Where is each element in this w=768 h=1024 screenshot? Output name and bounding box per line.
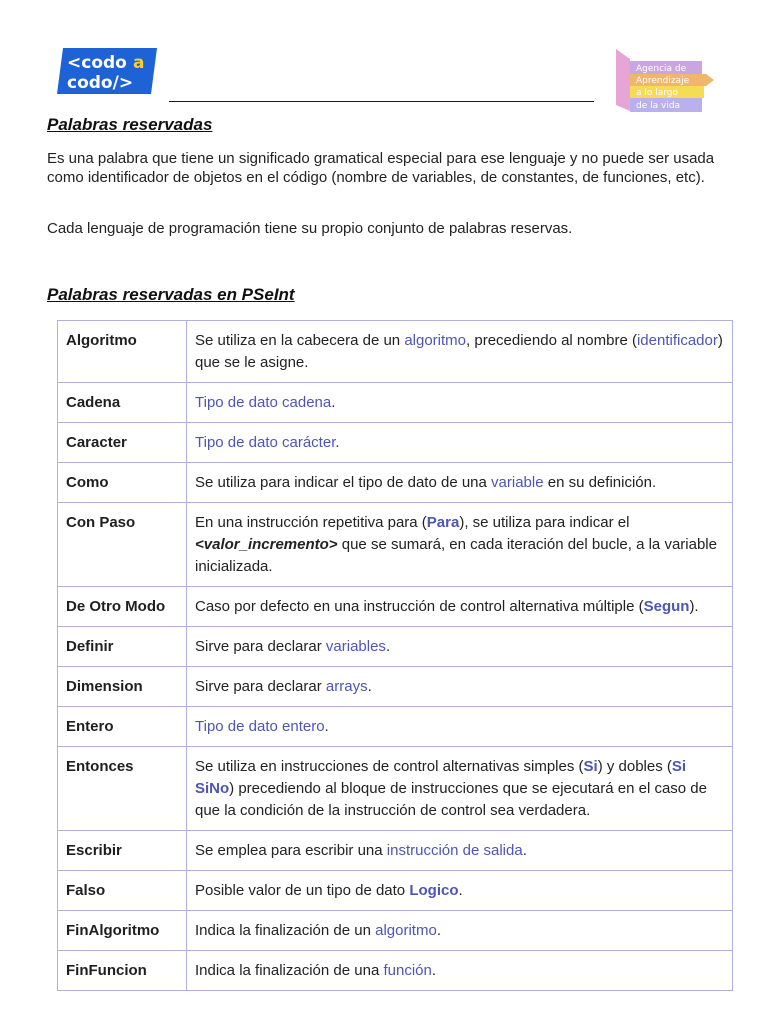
description-text: . [324, 718, 329, 735]
description-cell [187, 911, 733, 951]
description-text: Sirve para declarar [195, 678, 326, 695]
description-cell [187, 383, 733, 423]
keyword-reference-link[interactable]: Si SiNo [195, 758, 687, 797]
description-cell [187, 951, 733, 991]
agencia-aprendizaje-logo [616, 49, 716, 115]
table-row [58, 503, 733, 587]
description-text: ). [689, 598, 699, 615]
description-text: ) que se le asigne. [195, 332, 723, 371]
keyword-reference-link[interactable]: Segun [643, 598, 690, 615]
logo-right-text-2: Aprendizaje [636, 76, 690, 86]
table-row [58, 911, 733, 951]
description-cell [187, 667, 733, 707]
reference-link[interactable]: algoritmo [375, 922, 437, 939]
reference-link[interactable]: algoritmo [404, 332, 467, 349]
description-cell [187, 627, 733, 667]
keyword-cell: Algoritmo [58, 321, 187, 383]
description-text: Se utiliza para indicar el tipo de dato de una [195, 474, 492, 491]
description-text: En una instrucción repetitiva para ( [195, 514, 427, 531]
language-paragraph: Cada lenguaje de programación tiene su propio conjunto de palabras reservas. [47, 220, 573, 237]
reference-link[interactable]: Tipo de dato entero [195, 718, 325, 735]
reserved-words-table [57, 320, 733, 991]
description-text: Indica la finalización de una [195, 962, 384, 979]
reference-link[interactable]: Tipo de dato cadena [195, 394, 332, 411]
keyword-cell: FinFuncion [58, 951, 187, 991]
reference-link[interactable]: arrays [325, 678, 368, 695]
description-text: . [458, 882, 463, 899]
logo-right-text-3: a lo largo [636, 88, 679, 98]
keyword-cell: FinAlgoritmo [58, 911, 187, 951]
description-text: . [436, 922, 441, 939]
keyword-cell: Entero [58, 707, 187, 747]
table-row [58, 587, 733, 627]
description-cell [187, 321, 733, 383]
description-cell [187, 831, 733, 871]
description-text: . [522, 842, 527, 859]
table-row [58, 747, 733, 831]
description-text: ), se utiliza para indicar el [459, 514, 630, 531]
description-cell [187, 503, 733, 587]
description-text: . [385, 638, 391, 655]
keyword-cell: Falso [58, 871, 187, 911]
parameter-placeholder: <valor_incremento> [195, 536, 338, 553]
description-text: ) precediendo al bloque de instrucciones que se ejecutará en el caso de que la condición de la instrucción de control sea verdadera. [195, 780, 707, 819]
description-text: ) y dobles ( [597, 758, 672, 775]
description-text: Indica la finalización de un [195, 922, 376, 939]
reference-link[interactable]: instrucción de salida [386, 842, 523, 859]
reference-link[interactable]: Tipo de dato carácter [195, 434, 336, 451]
keyword-cell: Definir [58, 627, 187, 667]
table-row [58, 463, 733, 503]
description-cell [187, 463, 733, 503]
logo-left-line1b: a [133, 53, 145, 73]
definition-paragraph: Es una palabra que tiene un significado gramatical especial para ese lenguaje y no puede ser usada como identificador de objetos en el código (nombre de variables, de constantes, de funciones, etc). [47, 150, 715, 186]
reference-link[interactable]: variables [325, 638, 386, 655]
keyword-cell: Con Paso [58, 503, 187, 587]
table-row [58, 951, 733, 991]
description-cell [187, 587, 733, 627]
description-cell [187, 747, 733, 831]
description-cell [187, 423, 733, 463]
description-text: Posible valor de un tipo de dato [195, 882, 410, 899]
logo-left-line1: <codo [67, 53, 127, 73]
table-row [58, 383, 733, 423]
reserved-words-table-body [58, 321, 733, 991]
table-row [58, 423, 733, 463]
table-row [58, 627, 733, 667]
description-text: Sirve para declarar [195, 638, 326, 655]
description-text: . [335, 434, 340, 451]
table-row [58, 831, 733, 871]
description-text: . [431, 962, 437, 979]
section-title-pseint: Palabras reservadas en PSeInt [47, 285, 295, 304]
codo-a-codo-logo [57, 48, 157, 94]
keyword-reference-link[interactable]: Si [583, 758, 598, 775]
table-row [58, 667, 733, 707]
description-text: Se emplea para escribir una [195, 842, 387, 859]
description-cell [187, 707, 733, 747]
description-text: en su definición. [543, 474, 657, 491]
reference-link[interactable]: identificador [636, 332, 718, 349]
keyword-cell: Escribir [58, 831, 187, 871]
header-divider [169, 101, 594, 102]
reference-link[interactable]: variable [491, 474, 544, 491]
keyword-cell: Cadena [58, 383, 187, 423]
keyword-cell: Entonces [58, 747, 187, 831]
table-row [58, 707, 733, 747]
section-title-palabras-reservadas: Palabras reservadas [47, 115, 213, 134]
description-text: Se utiliza en instrucciones de control alternativas simples ( [195, 758, 584, 775]
description-cell [187, 871, 733, 911]
logo-left-line2: codo/> [67, 73, 134, 93]
keyword-reference-link[interactable]: Para [426, 514, 460, 531]
description-text: Se utiliza en la cabecera de un [195, 332, 405, 349]
logo-right-text-1: Agencia de [636, 64, 687, 74]
description-text: . [367, 678, 372, 695]
description-text: . [331, 394, 336, 411]
description-text: , precediendo al nombre ( [466, 332, 637, 349]
table-row [58, 871, 733, 911]
logo-right-text-4: de la vida [636, 101, 681, 111]
description-text: que se sumará, en cada iteración del bucle, a la variable inicializada. [195, 536, 717, 575]
keyword-cell: Como [58, 463, 187, 503]
keyword-cell: Dimension [58, 667, 187, 707]
logo-right-fold [616, 49, 630, 111]
keyword-cell: Caracter [58, 423, 187, 463]
table-row [58, 321, 733, 383]
description-text: Caso por defecto en una instrucción de control alternativa múltiple ( [195, 598, 644, 615]
reference-link[interactable]: función [383, 962, 432, 979]
keyword-cell: De Otro Modo [58, 587, 187, 627]
keyword-reference-link[interactable]: Logico [409, 882, 459, 899]
